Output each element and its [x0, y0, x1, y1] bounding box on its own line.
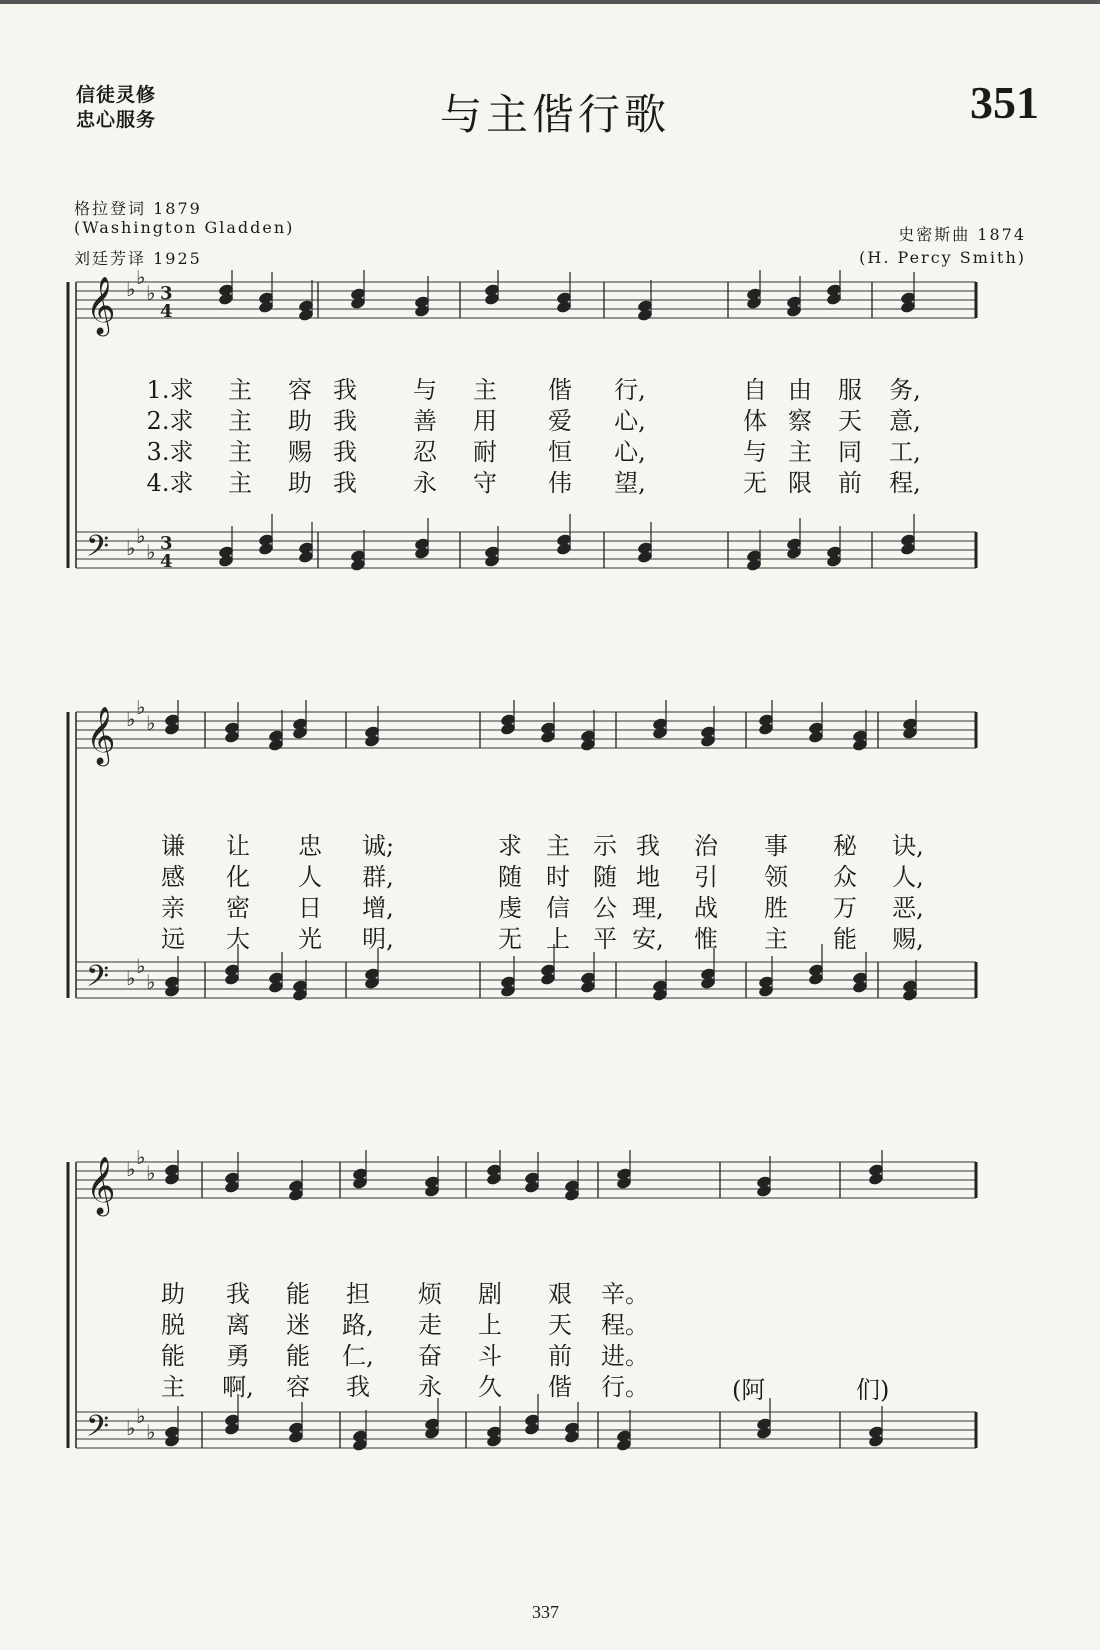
verse-line-2	[0, 857, 1100, 891]
lyric-syllable: 上	[546, 925, 570, 953]
flat-icon: ♭	[136, 954, 146, 978]
lyric-syllable: 众	[833, 863, 857, 891]
lyric-syllable: 斗	[478, 1342, 502, 1370]
lyric-syllable: 同	[838, 438, 862, 466]
lyric-syllable: 日	[298, 894, 322, 922]
treble-clef-icon: 𝄞	[86, 1156, 116, 1214]
lyricist-credit: 格拉登词 1879	[74, 199, 202, 218]
lyric-syllable: 赐	[288, 438, 312, 466]
lyric-syllable: 偕	[548, 1373, 572, 1401]
lyric-syllable: 前	[838, 469, 862, 497]
flat-icon: ♭	[126, 707, 136, 731]
lyric-syllable: 人,	[892, 863, 924, 891]
verse-line-2	[0, 401, 1100, 435]
lyric-syllable: 由	[788, 376, 812, 404]
lyric-syllable: 体	[743, 407, 767, 435]
lyric-syllable: 无	[498, 925, 522, 953]
flat-icon: ♭	[126, 1416, 136, 1440]
page-number: 337	[532, 1602, 559, 1622]
lyric-syllable: 光	[298, 925, 322, 953]
lyric-syllable: 谦	[161, 832, 185, 860]
subcategory-label: 忠心服务	[76, 109, 157, 131]
lyric-syllable: 主	[228, 376, 252, 404]
lyric-syllable: 程,	[889, 469, 921, 497]
hymn-number: 351	[970, 77, 1039, 128]
lyric-syllable: 务,	[889, 376, 921, 404]
translator-credit: 刘廷芳译 1925	[74, 249, 202, 268]
lyric-syllable: 能	[833, 925, 857, 953]
lyric-syllable: 守	[473, 469, 497, 497]
lyric-syllable: 行,	[614, 376, 646, 404]
verse-line-4	[0, 463, 1100, 497]
lyric-syllable: 求	[498, 832, 522, 860]
bass-staff	[76, 514, 976, 572]
lyric-syllable: 奋	[418, 1342, 442, 1370]
flat-icon: ♭	[146, 711, 156, 735]
flat-icon: ♭	[126, 1157, 136, 1181]
verse-line-2	[0, 1305, 1100, 1339]
lyric-syllable: 忠	[298, 832, 322, 860]
lyric-syllable: 主	[228, 407, 252, 435]
treble-staff	[76, 700, 976, 767]
lyric-syllable: 治	[694, 832, 718, 860]
lyric-syllable: 我	[333, 407, 357, 435]
lyric-syllable: 天	[548, 1311, 572, 1339]
lyric-syllable: 上	[478, 1311, 502, 1339]
flat-icon: ♭	[136, 1404, 146, 1428]
lyric-syllable: 我	[636, 832, 660, 860]
verse-line-4	[0, 1367, 1100, 1401]
lyric-syllable: 能	[286, 1280, 310, 1308]
flat-icon: ♭	[136, 1150, 146, 1169]
verse-line-3	[0, 1336, 1100, 1370]
lyric-syllable: 意,	[889, 407, 921, 435]
lyric-syllable: 感	[161, 863, 185, 891]
flat-icon: ♭	[146, 540, 156, 564]
lyric-syllable: 察	[788, 407, 812, 435]
top-rule	[0, 0, 1100, 4]
lyric-syllable: 1.求	[146, 376, 194, 404]
composer-credit: 史密斯曲 1874	[898, 225, 1026, 244]
lyric-syllable: 永	[413, 469, 437, 497]
lyric-syllable: 离	[226, 1311, 250, 1339]
flat-icon: ♭	[126, 536, 136, 560]
lyric-syllable: 助	[288, 407, 312, 435]
lyric-syllable: 时	[546, 863, 570, 891]
flat-icon: ♭	[136, 524, 146, 548]
lyric-syllable: 走	[418, 1311, 442, 1339]
lyric-syllable: 行。	[601, 1373, 649, 1401]
lyric-syllable: 限	[788, 469, 812, 497]
lyricist-english-name: (Washington Gladden)	[74, 218, 295, 237]
lyric-syllable: 能	[161, 1342, 185, 1370]
lyric-syllable: 胜	[764, 894, 788, 922]
lyric-syllable: 我	[333, 469, 357, 497]
verse-line-3	[0, 432, 1100, 466]
bass-clef-icon: 𝄢	[86, 530, 110, 571]
lyric-syllable: 大	[226, 925, 250, 953]
lyric-syllable: 主	[228, 438, 252, 466]
lyric-syllable: 明,	[362, 925, 394, 953]
lyric-syllable: 我	[346, 1373, 370, 1401]
treble-staff	[76, 270, 976, 337]
lyric-syllable: 主	[473, 376, 497, 404]
lyric-syllable: 伟	[548, 469, 572, 497]
lyric-syllable: 与	[413, 376, 437, 404]
lyric-syllable: 恶,	[892, 894, 924, 922]
hymn-title: 与主偕行歌	[440, 90, 671, 139]
lyric-syllable: 自	[743, 376, 767, 404]
lyric-syllable: 望,	[614, 469, 646, 497]
flat-icon: ♭	[126, 966, 136, 990]
verse-line-1	[0, 826, 1100, 860]
lyric-syllable: 永	[418, 1373, 442, 1401]
bass-clef-icon: 𝄢	[86, 960, 110, 1001]
composer-english-name: (H. Percy Smith)	[859, 248, 1026, 267]
time-signature: 4	[160, 301, 173, 322]
lyric-syllable: 主	[764, 925, 788, 953]
lyric-syllable: 助	[288, 469, 312, 497]
lyric-syllable: 主	[546, 832, 570, 860]
amen-left: (阿	[732, 1376, 766, 1404]
lyric-syllable: 我	[333, 438, 357, 466]
lyric-syllable: 诀,	[892, 832, 924, 860]
lyric-syllable: 主	[228, 469, 252, 497]
lyric-syllable: 容	[286, 1373, 310, 1401]
time-signature: 3	[160, 533, 173, 554]
lyric-syllable: 地	[636, 863, 660, 891]
lyric-syllable: 艰	[548, 1280, 572, 1308]
time-signature: 3	[160, 283, 173, 304]
lyric-syllable: 诚;	[361, 832, 395, 860]
lyric-syllable: 剧	[478, 1280, 502, 1308]
lyric-syllable: 能	[286, 1342, 310, 1370]
lyric-syllable: 心,	[614, 407, 646, 435]
lyric-syllable: 啊,	[222, 1373, 254, 1401]
lyric-syllable: 勇	[226, 1342, 250, 1370]
lyric-syllable: 虔	[498, 894, 522, 922]
lyric-syllable: 前	[548, 1342, 572, 1370]
lyric-syllable: 理,	[632, 894, 664, 922]
lyric-syllable: 随	[593, 863, 617, 891]
lyric-syllable: 3.求	[146, 438, 194, 466]
lyric-syllable: 主	[161, 1373, 185, 1401]
lyric-syllable: 密	[226, 894, 250, 922]
treble-clef-icon: 𝄞	[86, 706, 116, 764]
lyric-syllable: 2.求	[146, 407, 194, 435]
lyric-syllable: 化	[226, 863, 250, 891]
lyric-syllable: 无	[743, 469, 767, 497]
flat-icon: ♭	[126, 277, 136, 301]
lyric-syllable: 让	[226, 832, 250, 860]
treble-staff	[76, 1150, 976, 1217]
lyric-syllable: 惟	[694, 925, 718, 953]
amen-right: 们)	[856, 1376, 890, 1404]
lyric-syllable: 信	[546, 894, 570, 922]
lyric-syllable: 安,	[632, 925, 664, 953]
lyric-syllable: 赐,	[892, 925, 924, 953]
lyric-syllable: 领	[764, 863, 788, 891]
verse-line-3	[0, 888, 1100, 922]
lyric-syllable: 平	[593, 925, 617, 953]
lyric-syllable: 远	[161, 925, 185, 953]
verse-line-4	[0, 919, 1100, 953]
lyric-syllable: 久	[478, 1373, 502, 1401]
lyric-syllable: 亲	[161, 894, 185, 922]
lyric-syllable: 善	[413, 407, 437, 435]
lyric-syllable: 引	[694, 863, 718, 891]
flat-icon: ♭	[146, 281, 156, 305]
category-label: 信徒灵修	[76, 84, 157, 106]
flat-icon: ♭	[136, 270, 146, 289]
lyric-syllable: 仁,	[342, 1342, 374, 1370]
lyric-syllable: 与	[743, 438, 767, 466]
lyric-syllable: 示	[593, 832, 617, 860]
lyric-syllable: 烦	[418, 1280, 442, 1308]
lyric-syllable: 担	[346, 1280, 370, 1308]
treble-clef-icon: 𝄞	[86, 276, 116, 334]
lyric-syllable: 用	[473, 407, 497, 435]
lyric-syllable: 增,	[362, 894, 394, 922]
lyric-syllable: 迷	[286, 1311, 310, 1339]
flat-icon: ♭	[146, 970, 156, 994]
lyric-syllable: 脱	[161, 1311, 185, 1339]
lyric-syllable: 群,	[362, 863, 394, 891]
lyric-syllable: 战	[694, 894, 718, 922]
flat-icon: ♭	[146, 1420, 156, 1444]
lyric-syllable: 人	[298, 863, 322, 891]
lyric-syllable: 秘	[833, 832, 857, 860]
lyric-syllable: 万	[833, 894, 857, 922]
lyric-syllable: 事	[764, 832, 788, 860]
lyric-syllable: 程。	[601, 1311, 649, 1339]
bass-clef-icon: 𝄢	[86, 1410, 110, 1451]
lyric-syllable: 耐	[473, 438, 497, 466]
lyric-syllable: 公	[593, 894, 617, 922]
lyric-syllable: 服	[838, 376, 862, 404]
lyric-syllable: 助	[161, 1280, 185, 1308]
verse-line-1	[0, 370, 1100, 404]
time-signature: 4	[160, 551, 173, 572]
lyric-syllable: 进。	[601, 1342, 649, 1370]
flat-icon: ♭	[146, 1161, 156, 1185]
lyric-syllable: 路,	[342, 1311, 374, 1339]
lyric-syllable: 偕	[548, 376, 572, 404]
lyric-syllable: 我	[226, 1280, 250, 1308]
verse-line-1	[0, 1274, 1100, 1308]
lyric-syllable: 我	[333, 376, 357, 404]
bass-staff	[76, 1394, 976, 1452]
lyric-syllable: 辛。	[601, 1280, 649, 1308]
lyric-syllable: 忍	[413, 438, 437, 466]
flat-icon: ♭	[136, 700, 146, 719]
lyric-syllable: 天	[838, 407, 862, 435]
lyric-syllable: 主	[788, 438, 812, 466]
lyric-syllable: 心,	[614, 438, 646, 466]
lyric-syllable: 恒	[548, 438, 572, 466]
lyric-syllable: 工,	[889, 438, 921, 466]
lyric-syllable: 爱	[548, 407, 572, 435]
lyric-syllable: 4.求	[146, 469, 194, 497]
lyric-syllable: 容	[288, 376, 312, 404]
lyric-syllable: 随	[498, 863, 522, 891]
